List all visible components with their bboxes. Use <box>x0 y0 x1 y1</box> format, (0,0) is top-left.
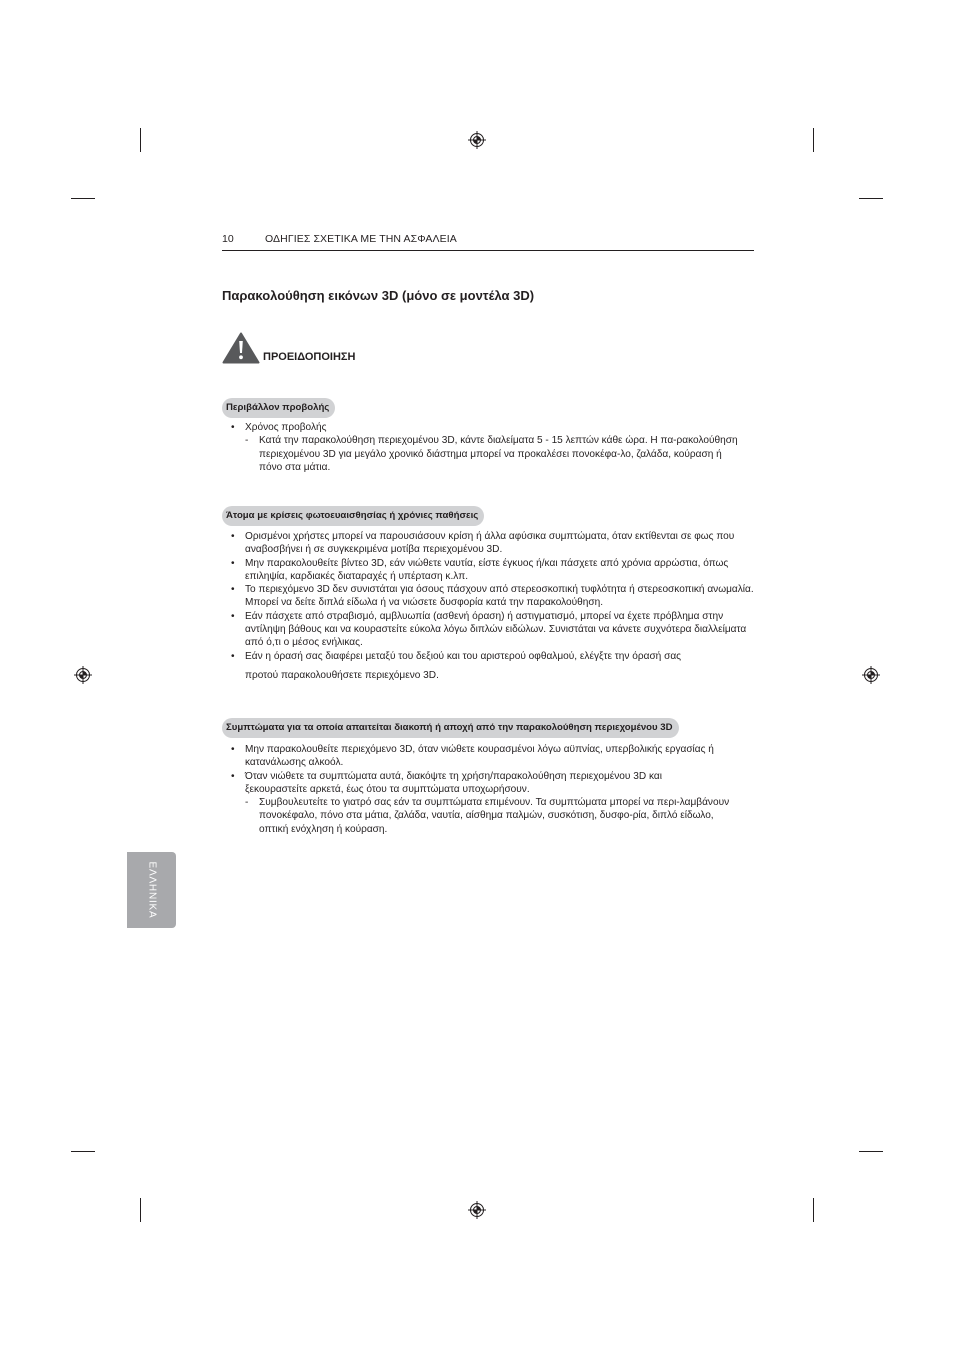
sub-list-item: - Συμβουλευτείτε το γιατρό σας εάν τα συμπτώματα επιμένουν. Τα συμπτώματα μπορεί να περι-λαμβάνουν πονοκέφαλο, πόνο στα μάτια, ζαλάδα, ναυτία, αίσθημα παλμών, συσκότιση, δυσφο-ρία, διπλό είδωλο, οπτική ενόχληση ή κούραση. <box>245 797 730 835</box>
crop-mark <box>813 128 814 152</box>
crop-mark <box>859 1151 883 1152</box>
bullet-icon: • <box>231 584 235 596</box>
crop-mark <box>140 128 141 152</box>
bullet-icon: • <box>231 557 235 569</box>
crop-mark <box>859 198 883 199</box>
registration-mark-icon <box>862 666 880 684</box>
subsection-heading: Συμπτώματα για τα οποία απαιτείται διακοπή ή αποχή από την παρακολούθηση περιεχομένου 3D <box>222 718 679 738</box>
list-item: • Χρόνος προβολής <box>231 422 327 433</box>
crop-mark <box>71 1151 95 1152</box>
bullet-icon: • <box>231 650 235 662</box>
section-title: Παρακολούθηση εικόνων 3D (μόνο σε μοντέλα 3D) <box>222 288 535 303</box>
language-tab <box>127 852 176 928</box>
running-header: ΟΔΗΓΙΕΣ ΣΧΕΤΙΚΑ ΜΕ ΤΗΝ ΑΣΦΑΛΕΙΑ <box>265 233 457 245</box>
dash-icon: - <box>245 435 249 447</box>
list-item: • Ορισμένοι χρήστες μπορεί να παρουσιάσουν κρίση ή άλλα αφύσικα συμπτώματα, όταν εκτίθενται σε φως που αναβοσβήνει ή σε συγκεκριμένα μοτίβα περιεχομένου 3D. <box>231 531 735 556</box>
list-item: • Εάν πάσχετε από στραβισμό, αμβλυωπία (ασθενή όραση) ή αστιγματισμό, μπορεί να έχετε πρόβλημα στην αντίληψη βάθους και να κουραστείτε εύκολα λόγω διπλών ειδώλων. Συνιστάται να κάνετε συχνότερα διαλλείματα από ό,τι ο μέσος ενήλικας. <box>231 610 747 649</box>
list-item: • Μην παρακολουθείτε βίντεο 3D, εάν νιώθετε ναυτία, είστε έγκυος ή/και πάσχετε από χρόνια αρρώστια, όπως επιληψία, καρδιακές διαταραχές ή υπέρταση κ.λπ. <box>231 557 729 582</box>
bullet-icon: • <box>231 744 235 755</box>
subsection-body <box>231 421 757 474</box>
registration-mark-icon <box>468 1201 486 1219</box>
list-item: • Το περιεχόμενο 3D δεν συνιστάται για όσους πάσχουν από στερεοσκοπική τυφλότητα ή στερεοσκοπική ανωμαλία. Μπορεί να δείτε διπλά είδωλα ή να νιώσετε δυσφορία κατά την παρακολούθηση. <box>231 584 754 609</box>
dash-icon: - <box>245 797 249 809</box>
subsection-body <box>231 743 757 836</box>
language-tab-label: ΕΛΛΗΝΙΚΑ <box>146 861 157 919</box>
bullet-icon: • <box>231 422 235 433</box>
subsection-body <box>231 530 757 682</box>
list-item: • Εάν η όρασή σας διαφέρει μεταξύ του δεξιού και του αριστερού οφθαλμού, ελέγξτε την όρασή σας <box>231 650 682 662</box>
page-number: 10 <box>222 233 234 245</box>
crop-mark <box>140 1198 141 1222</box>
list-item-continuation: προτού παρακολουθήσετε περιεχόμενο 3D. <box>245 669 439 681</box>
header-divider <box>222 250 754 251</box>
list-item: • Μην παρακολουθείτε περιεχόμενο 3D, όταν νιώθετε κουρασμένοι λόγω αϋπνίας, υπερβολικής εργασίας ή κατανάλωσης αλκοόλ. <box>231 744 714 769</box>
sub-list-item: - Κατά την παρακολούθηση περιεχομένου 3D, κάντε διαλείματα 5 - 15 λεπτών κάθε ώρα. Η πα-ρακολούθηση περιεχομένου 3D για μεγάλο χρονικό διάστημα μπορεί να προκαλέσει πονοκέφα-λο, ζαλάδα, κούραση ή πόνο στα μάτια. <box>245 435 738 473</box>
bullet-icon: • <box>231 770 235 782</box>
bullet-icon: • <box>231 531 235 542</box>
registration-mark-icon <box>74 666 92 684</box>
registration-mark-icon <box>468 131 486 149</box>
list-item: • Όταν νιώθετε τα συμπτώματα αυτά, διακόψτε τη χρήση/παρακολούθηση περιεχομένου 3D και ξεκουραστείτε αρκετά, έως ότου τα συμπτώματα υποχωρήσουν. <box>231 770 662 795</box>
subsection-heading: Περιβάλλον προβολής <box>222 398 335 418</box>
warning-triangle-icon <box>222 332 260 364</box>
crop-mark <box>813 1198 814 1222</box>
warning-label: ΠΡΟΕΙΔΟΠΟΙΗΣΗ <box>263 351 356 363</box>
subsection-heading: Άτομα με κρίσεις φωτοευαισθησίας ή χρόνιες παθήσεις <box>222 506 484 526</box>
warning-block <box>222 332 355 364</box>
crop-mark <box>71 198 95 199</box>
bullet-icon: • <box>231 610 235 622</box>
